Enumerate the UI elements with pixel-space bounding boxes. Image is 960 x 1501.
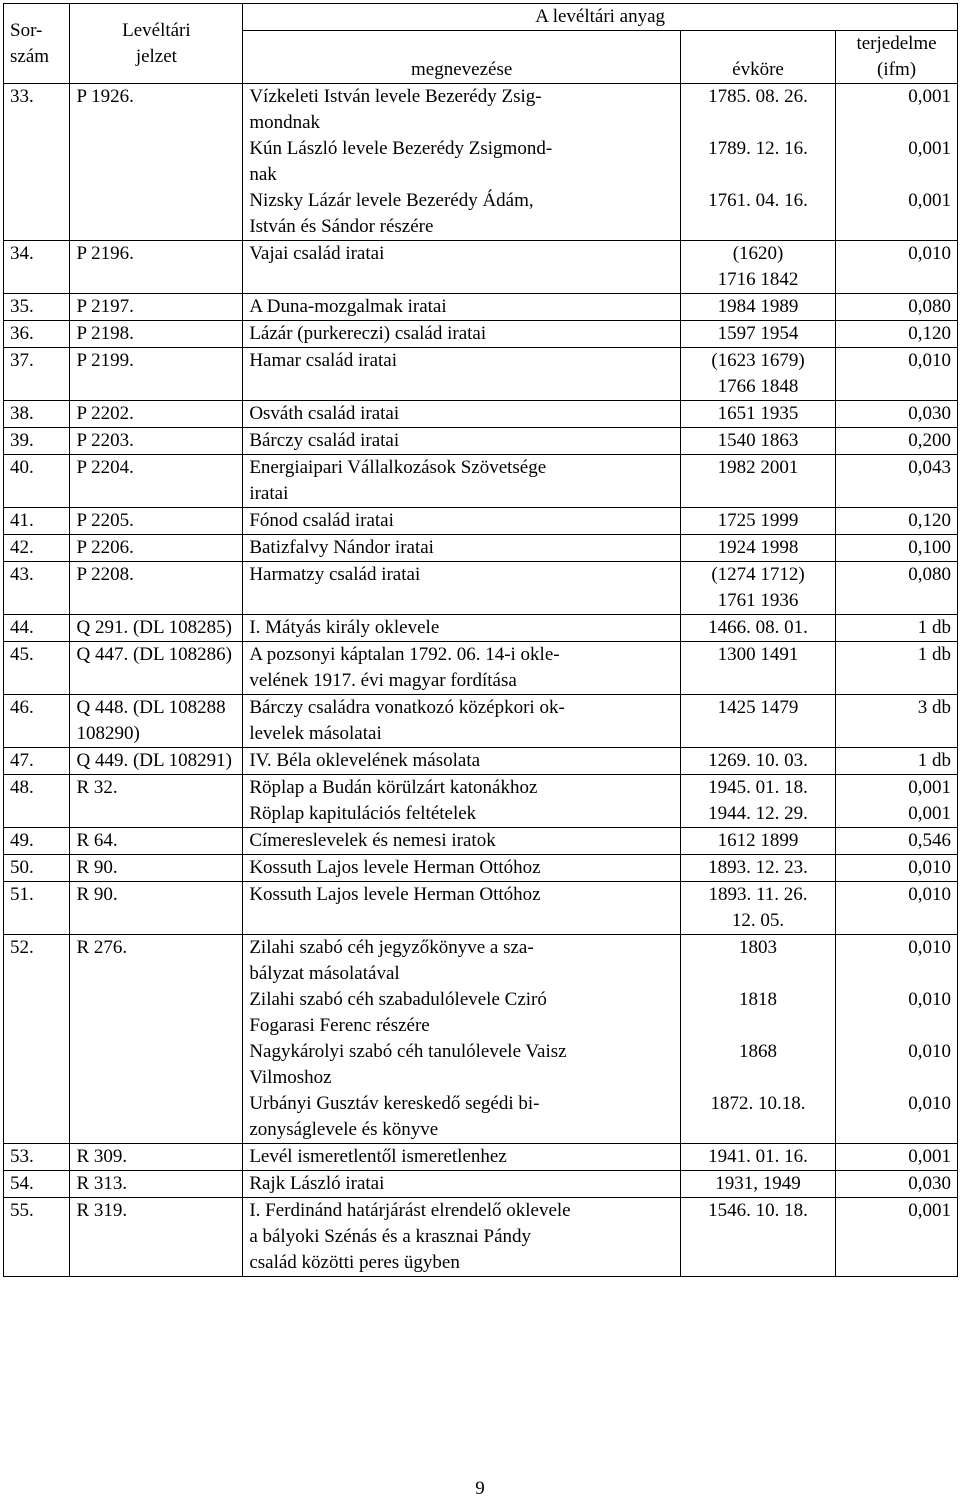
record-periods xyxy=(680,535,835,562)
record-name: Vajai család iratai xyxy=(249,243,385,264)
record-names xyxy=(243,428,681,455)
record-extent: 1 db xyxy=(917,617,951,638)
record-extent: 0,043 xyxy=(908,457,951,478)
record-period: 1651 1935 xyxy=(717,403,799,424)
record-extent: 0,010 xyxy=(908,989,951,1010)
record-name: Nagykárolyi szabó céh tanulólevele Vaisz Vilmoshoz xyxy=(249,1041,567,1088)
record-names xyxy=(243,935,681,1144)
archive-reference: P 2203. xyxy=(70,428,243,455)
record-names xyxy=(243,695,681,748)
table-row xyxy=(4,294,958,321)
record-extent: 0,100 xyxy=(908,537,951,558)
record-period: (1274 1712) 1761 1936 xyxy=(711,564,805,611)
record-periods xyxy=(680,615,835,642)
record-extents xyxy=(836,562,958,615)
archive-reference: P 2202. xyxy=(70,401,243,428)
record-extents xyxy=(836,84,958,241)
table-row xyxy=(4,642,958,695)
archive-reference: P 2204. xyxy=(70,455,243,508)
record-period: 1761. 04. 16. xyxy=(708,190,808,211)
table-row xyxy=(4,508,958,535)
record-extent: 0,001 xyxy=(908,777,951,798)
record-names xyxy=(243,1198,681,1277)
table-row xyxy=(4,455,958,508)
archive-reference: Q 291. (DL 108285) xyxy=(70,615,243,642)
record-extent: 0,010 xyxy=(908,857,951,878)
record-period: 1931, 1949 xyxy=(715,1173,801,1194)
record-name: Nizsky Lázár levele Bezerédy Ádám, István és Sándor részére xyxy=(249,190,534,237)
record-names xyxy=(243,535,681,562)
record-name: Röplap kapitulációs feltételek xyxy=(249,803,477,824)
record-period: 1546. 10. 18. xyxy=(708,1200,808,1221)
record-extents xyxy=(836,828,958,855)
table-row xyxy=(4,401,958,428)
record-extent: 0,001 xyxy=(908,86,951,107)
record-period: 1269. 10. 03. xyxy=(708,750,808,771)
record-names xyxy=(243,562,681,615)
archive-reference: P 2199. xyxy=(70,348,243,401)
record-extent: 0,200 xyxy=(908,430,951,451)
record-extent: 0,001 xyxy=(908,1146,951,1167)
archive-reference: R 309. xyxy=(70,1144,243,1171)
record-names xyxy=(243,748,681,775)
record-period: 1612 1899 xyxy=(717,830,799,851)
archive-reference: R 276. xyxy=(70,935,243,1144)
archive-reference: P 2205. xyxy=(70,508,243,535)
record-extent: 0,120 xyxy=(908,510,951,531)
row-number: 46. xyxy=(4,695,70,748)
record-extents xyxy=(836,428,958,455)
header-row-top xyxy=(4,4,958,31)
row-number: 41. xyxy=(4,508,70,535)
record-names xyxy=(243,348,681,401)
row-number: 44. xyxy=(4,615,70,642)
row-number: 47. xyxy=(4,748,70,775)
record-periods xyxy=(680,855,835,882)
table-row xyxy=(4,855,958,882)
record-extents xyxy=(836,1171,958,1198)
record-name: Zilahi szabó céh szabadulólevele Cziró Fogarasi Ferenc részére xyxy=(249,989,547,1036)
record-extent: 0,010 xyxy=(908,937,951,958)
record-extent: 0,120 xyxy=(908,323,951,344)
record-names xyxy=(243,1144,681,1171)
record-name: Harmatzy család iratai xyxy=(249,564,421,585)
record-periods xyxy=(680,401,835,428)
table-row xyxy=(4,428,958,455)
record-periods xyxy=(680,695,835,748)
record-name: Lázár (purkereczi) család iratai xyxy=(249,323,487,344)
record-period: 1540 1863 xyxy=(717,430,799,451)
record-extents xyxy=(836,455,958,508)
record-name: Zilahi szabó céh jegyzőkönyve a sza- bályzat másolatával xyxy=(249,937,534,984)
record-period: 1944. 12. 29. xyxy=(708,803,808,824)
record-name: Rajk László iratai xyxy=(249,1173,385,1194)
record-period: 1984 1989 xyxy=(717,296,799,317)
record-period: 1893. 11. 26. 12. 05. xyxy=(708,884,808,931)
record-extent: 0,030 xyxy=(908,403,951,424)
row-number: 34. xyxy=(4,241,70,294)
record-name: Röplap a Budán körülzárt katonákhoz xyxy=(249,777,538,798)
table-row xyxy=(4,882,958,935)
record-extent: 0,001 xyxy=(908,138,951,159)
header-period: évköre xyxy=(680,31,835,84)
record-name: Kún László levele Bezerédy Zsigmond- nak xyxy=(249,138,553,185)
record-name: Bárczy családra vonatkozó középkori ok- levelek másolatai xyxy=(249,697,565,744)
record-periods xyxy=(680,828,835,855)
row-number: 49. xyxy=(4,828,70,855)
record-period: 1597 1954 xyxy=(717,323,799,344)
record-periods xyxy=(680,241,835,294)
row-number: 48. xyxy=(4,775,70,828)
archive-reference: R 64. xyxy=(70,828,243,855)
record-periods xyxy=(680,1198,835,1277)
record-name: Energiaipari Vállalkozások Szövetsége iratai xyxy=(249,457,547,504)
record-name: Fónod család iratai xyxy=(249,510,394,531)
record-extents xyxy=(836,748,958,775)
record-names xyxy=(243,294,681,321)
row-number: 43. xyxy=(4,562,70,615)
record-periods xyxy=(680,294,835,321)
record-periods xyxy=(680,1144,835,1171)
record-periods xyxy=(680,84,835,241)
record-periods xyxy=(680,882,835,935)
record-period: 1941. 01. 16. xyxy=(708,1146,808,1167)
record-extent: 0,001 xyxy=(908,190,951,211)
archive-reference: P 2197. xyxy=(70,294,243,321)
table-row xyxy=(4,935,958,1144)
record-name: A pozsonyi káptalan 1792. 06. 14-i okle- velének 1917. évi magyar fordítása xyxy=(249,644,560,691)
record-extents xyxy=(836,508,958,535)
record-extent: 0,546 xyxy=(908,830,951,851)
table-row xyxy=(4,828,958,855)
archive-reference: Q 448. (DL 108288 108290) xyxy=(70,695,243,748)
record-extents xyxy=(836,1144,958,1171)
record-extents xyxy=(836,935,958,1144)
record-name: IV. Béla oklevelének másolata xyxy=(249,750,481,771)
table-row xyxy=(4,535,958,562)
header-ref: Levéltári jelzet xyxy=(70,4,243,84)
record-period: 1924 1998 xyxy=(717,537,799,558)
record-extent: 0,030 xyxy=(908,1173,951,1194)
record-periods xyxy=(680,1171,835,1198)
record-names xyxy=(243,1171,681,1198)
archive-reference: R 319. xyxy=(70,1198,243,1277)
record-name: A Duna-mozgalmak iratai xyxy=(249,296,447,317)
record-period: 1872. 10.18. xyxy=(710,1093,806,1114)
table-body xyxy=(4,84,958,1277)
record-period: 1868 xyxy=(739,1041,778,1062)
record-period: (1623 1679) 1766 1848 xyxy=(711,350,805,397)
record-name: Urbányi Gusztáv kereskedő segédi bi- zonyságlevele és könyve xyxy=(249,1093,540,1140)
table-row xyxy=(4,1198,958,1277)
record-extent: 0,010 xyxy=(908,1041,951,1062)
page-number: 9 xyxy=(475,1478,485,1499)
row-number: 36. xyxy=(4,321,70,348)
header-group: A levéltári anyag xyxy=(243,4,958,31)
record-periods xyxy=(680,455,835,508)
record-extent: 1 db xyxy=(917,644,951,665)
header-no: Sor- szám xyxy=(4,4,70,84)
archive-reference: P 2196. xyxy=(70,241,243,294)
row-number: 33. xyxy=(4,84,70,241)
record-name: Vízkeleti István levele Bezerédy Zsig- mondnak xyxy=(249,86,542,133)
archive-table xyxy=(3,3,958,1277)
record-extents xyxy=(836,321,958,348)
archive-reference: R 32. xyxy=(70,775,243,828)
table-row xyxy=(4,1144,958,1171)
record-names xyxy=(243,84,681,241)
table-row xyxy=(4,348,958,401)
table-row xyxy=(4,1171,958,1198)
archive-reference: Q 447. (DL 108286) xyxy=(70,642,243,695)
record-period: 1425 1479 xyxy=(717,697,799,718)
row-number: 37. xyxy=(4,348,70,401)
record-extent: 0,010 xyxy=(908,243,951,264)
table-row xyxy=(4,84,958,241)
archive-reference: P 2206. xyxy=(70,535,243,562)
row-number: 42. xyxy=(4,535,70,562)
record-period: 1893. 12. 23. xyxy=(708,857,808,878)
header-extent: terjedelme (ifm) xyxy=(836,31,958,84)
record-name: Bárczy család iratai xyxy=(249,430,400,451)
record-name: Osváth család iratai xyxy=(249,403,400,424)
row-number: 40. xyxy=(4,455,70,508)
record-periods xyxy=(680,935,835,1144)
record-periods xyxy=(680,508,835,535)
archive-reference: P 2198. xyxy=(70,321,243,348)
record-names xyxy=(243,855,681,882)
archive-reference: P 1926. xyxy=(70,84,243,241)
record-names xyxy=(243,321,681,348)
record-extents xyxy=(836,642,958,695)
table-row xyxy=(4,748,958,775)
record-name: Hamar család iratai xyxy=(249,350,398,371)
row-number: 53. xyxy=(4,1144,70,1171)
record-extent: 3 db xyxy=(917,697,951,718)
record-period: 1725 1999 xyxy=(717,510,799,531)
record-period: 1300 1491 xyxy=(717,644,799,665)
record-names xyxy=(243,828,681,855)
record-name: Kossuth Lajos levele Herman Ottóhoz xyxy=(249,857,541,878)
table-row xyxy=(4,615,958,642)
record-name: I. Mátyás király oklevele xyxy=(249,617,440,638)
record-periods xyxy=(680,748,835,775)
record-extents xyxy=(836,401,958,428)
record-name: Batizfalvy Nándor iratai xyxy=(249,537,434,558)
archive-reference: R 90. xyxy=(70,882,243,935)
record-extent: 0,080 xyxy=(908,564,951,585)
record-periods xyxy=(680,642,835,695)
record-names xyxy=(243,241,681,294)
record-names xyxy=(243,455,681,508)
record-names xyxy=(243,775,681,828)
archive-reference: P 2208. xyxy=(70,562,243,615)
record-period: 1982 2001 xyxy=(717,457,799,478)
record-period: (1620) 1716 1842 xyxy=(717,243,799,290)
record-periods xyxy=(680,321,835,348)
row-number: 50. xyxy=(4,855,70,882)
record-extent: 0,010 xyxy=(908,1093,951,1114)
record-periods xyxy=(680,775,835,828)
row-number: 54. xyxy=(4,1171,70,1198)
record-period: 1803 xyxy=(739,937,778,958)
record-period: 1818 xyxy=(739,989,778,1010)
record-period: 1789. 12. 16. xyxy=(708,138,808,159)
record-extents xyxy=(836,695,958,748)
record-extents xyxy=(836,535,958,562)
record-extents xyxy=(836,882,958,935)
record-extents xyxy=(836,775,958,828)
row-number: 39. xyxy=(4,428,70,455)
row-number: 45. xyxy=(4,642,70,695)
record-periods xyxy=(680,562,835,615)
table-row xyxy=(4,775,958,828)
record-name: Kossuth Lajos levele Herman Ottóhoz xyxy=(249,884,541,905)
record-extents xyxy=(836,241,958,294)
table-row xyxy=(4,695,958,748)
record-periods xyxy=(680,348,835,401)
row-number: 38. xyxy=(4,401,70,428)
record-period: 1466. 08. 01. xyxy=(708,617,808,638)
row-number: 35. xyxy=(4,294,70,321)
record-extents xyxy=(836,855,958,882)
record-names xyxy=(243,615,681,642)
archive-reference: R 90. xyxy=(70,855,243,882)
record-periods xyxy=(680,428,835,455)
record-name: Címereslevelek és nemesi iratok xyxy=(249,830,496,851)
record-names xyxy=(243,642,681,695)
record-names xyxy=(243,401,681,428)
record-extent: 0,001 xyxy=(908,1200,951,1221)
row-number: 52. xyxy=(4,935,70,1144)
header-name: megnevezése xyxy=(243,31,681,84)
archive-reference: R 313. xyxy=(70,1171,243,1198)
record-extents xyxy=(836,348,958,401)
table-row xyxy=(4,321,958,348)
record-extent: 0,001 xyxy=(908,803,951,824)
row-number: 51. xyxy=(4,882,70,935)
record-extent: 1 db xyxy=(917,750,951,771)
record-extents xyxy=(836,294,958,321)
archive-reference: Q 449. (DL 108291) xyxy=(70,748,243,775)
table-row xyxy=(4,562,958,615)
table-row xyxy=(4,241,958,294)
record-extent: 0,010 xyxy=(908,350,951,371)
record-period: 1785. 08. 26. xyxy=(708,86,808,107)
record-name: Levél ismeretlentől ismeretlenhez xyxy=(249,1146,507,1167)
record-extents xyxy=(836,1198,958,1277)
record-extents xyxy=(836,615,958,642)
record-names xyxy=(243,508,681,535)
record-name: I. Ferdinánd határjárást elrendelő oklevele a bályoki Szénás és a krasznai Pándy család közötti peres ügyben xyxy=(249,1200,571,1273)
record-period: 1945. 01. 18. xyxy=(708,777,808,798)
record-extent: 0,010 xyxy=(908,884,951,905)
record-names xyxy=(243,882,681,935)
row-number: 55. xyxy=(4,1198,70,1277)
record-extent: 0,080 xyxy=(908,296,951,317)
